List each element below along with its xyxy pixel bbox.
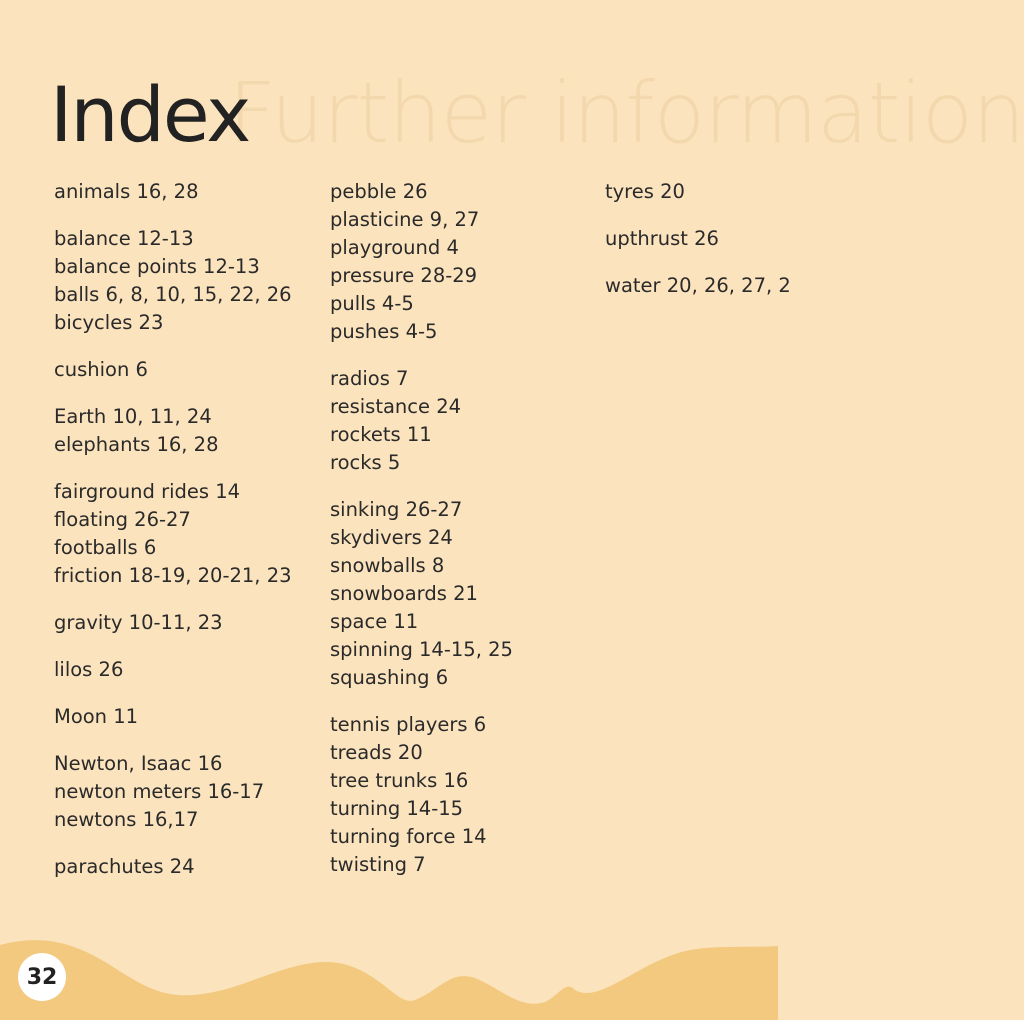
index-entry: cushion 6 bbox=[54, 358, 148, 381]
index-group bbox=[54, 853, 292, 881]
index-entry: radios 7 bbox=[330, 367, 409, 390]
index-group bbox=[54, 703, 292, 731]
index-entry: snowballs 8 bbox=[330, 554, 445, 577]
index-group bbox=[330, 711, 513, 879]
index-group bbox=[54, 225, 292, 337]
index-entry: water 20, 26, 27, 2 bbox=[605, 274, 791, 297]
index-entry: resistance 24 bbox=[330, 395, 462, 418]
index-entry: parachutes 24 bbox=[54, 855, 195, 878]
index-column-1 bbox=[54, 178, 292, 900]
index-entry: spinning 14-15, 25 bbox=[330, 638, 513, 661]
index-entry: balls 6, 8, 10, 15, 22, 26 bbox=[54, 283, 292, 306]
index-entry: space 11 bbox=[330, 610, 419, 633]
index-entry: newton meters 16-17 bbox=[54, 780, 265, 803]
index-entry: pulls 4-5 bbox=[330, 292, 414, 315]
index-entry: balance points 12-13 bbox=[54, 255, 260, 278]
index-entry: tree trunks 16 bbox=[330, 769, 469, 792]
index-entry: Earth 10, 11, 24 bbox=[54, 405, 212, 428]
index-group bbox=[330, 365, 513, 477]
index-entry: snowboards 21 bbox=[330, 582, 478, 605]
index-entry: balance 12-13 bbox=[54, 227, 194, 250]
index-group bbox=[54, 478, 292, 590]
index-entry: turning force 14 bbox=[330, 825, 487, 848]
index-group bbox=[330, 496, 513, 692]
index-group bbox=[54, 403, 292, 459]
index-group bbox=[54, 656, 292, 684]
index-entry: Newton, Isaac 16 bbox=[54, 752, 223, 775]
index-column-3 bbox=[605, 178, 791, 319]
index-entry: fairground rides 14 bbox=[54, 480, 241, 503]
index-entry: pushes 4-5 bbox=[330, 320, 438, 343]
index-entry: twisting 7 bbox=[330, 853, 426, 876]
index-entry: pebble 26 bbox=[330, 180, 428, 203]
ghost-title: Further information bbox=[228, 64, 1024, 162]
index-entry: squashing 6 bbox=[330, 666, 449, 689]
page-title: Index bbox=[50, 70, 250, 159]
index-group bbox=[605, 272, 791, 300]
index-entry: floating 26-27 bbox=[54, 508, 191, 531]
index-entry: tyres 20 bbox=[605, 180, 685, 203]
index-entry: skydivers 24 bbox=[330, 526, 453, 549]
index-entry: newtons 16,17 bbox=[54, 808, 199, 831]
index-entry: turning 14-15 bbox=[330, 797, 464, 820]
index-entry: plasticine 9, 27 bbox=[330, 208, 480, 231]
index-entry: rocks 5 bbox=[330, 451, 401, 474]
index-entry: Moon 11 bbox=[54, 705, 139, 728]
index-entry: friction 18-19, 20-21, 23 bbox=[54, 564, 292, 587]
index-group bbox=[54, 356, 292, 384]
index-entry: lilos 26 bbox=[54, 658, 124, 681]
index-entry: rockets 11 bbox=[330, 423, 432, 446]
index-group bbox=[605, 225, 791, 253]
index-entry: upthrust 26 bbox=[605, 227, 719, 250]
index-group bbox=[54, 750, 292, 834]
index-entry: animals 16, 28 bbox=[54, 180, 199, 203]
index-group bbox=[605, 178, 791, 206]
index-entry: gravity 10-11, 23 bbox=[54, 611, 223, 634]
index-entry: footballs 6 bbox=[54, 536, 157, 559]
index-entry: sinking 26-27 bbox=[330, 498, 463, 521]
index-entry: tennis players 6 bbox=[330, 713, 487, 736]
footer-waves bbox=[0, 910, 778, 1020]
index-group bbox=[54, 178, 292, 206]
index-group bbox=[54, 609, 292, 637]
index-entry: treads 20 bbox=[330, 741, 423, 764]
index-entry: bicycles 23 bbox=[54, 311, 164, 334]
index-group bbox=[330, 178, 513, 346]
index-entry: elephants 16, 28 bbox=[54, 433, 219, 456]
index-entry: pressure 28-29 bbox=[330, 264, 478, 287]
page-number: 32 bbox=[18, 953, 66, 1001]
index-column-2 bbox=[330, 178, 513, 898]
index-entry: playground 4 bbox=[330, 236, 459, 259]
